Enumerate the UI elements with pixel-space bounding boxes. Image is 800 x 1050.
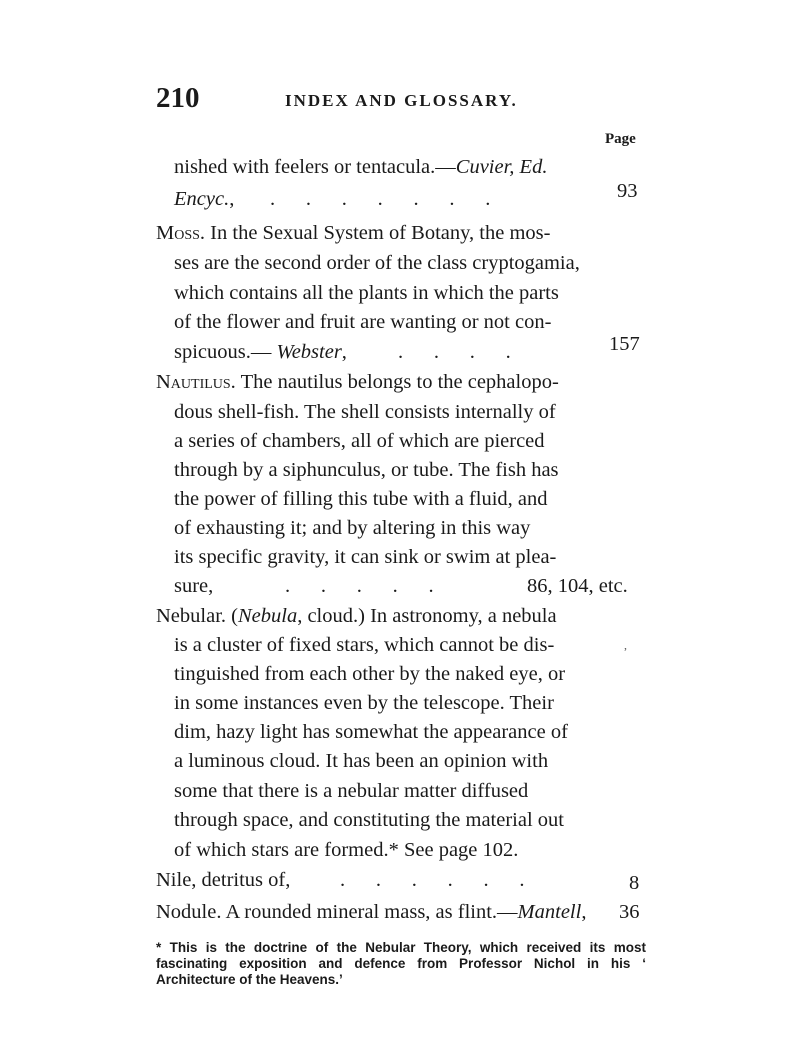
citation: Mantell [517,901,582,923]
entry-line [174,189,234,210]
leader-dots: . . . . . . [340,869,525,891]
leader-dots: . . . . [398,341,511,363]
stray-mark: , [624,638,627,652]
entry-line: ses are the second order of the class cryptogamia, [174,252,580,274]
entry-line [174,342,347,363]
citation: Nebula [237,605,298,627]
entry-line: through by a siphunculus, or tube. The fish has [174,459,559,481]
entry-text: In the Sexual System of Botany, the mos- [205,222,551,244]
entry-text: ( [226,605,238,627]
entry-line: of which stars are formed.* See page 102. [174,839,519,861]
leader-dots: . . . . . . . [270,188,491,210]
entry-line: a luminous cloud. It has been an opinion with [174,750,549,772]
running-head: INDEX AND GLOSSARY. [285,91,518,110]
page-column-label: Page [605,131,636,147]
entry-line [174,157,547,178]
entry-text: spicuous.— [174,341,277,363]
entry-text: , [341,341,347,363]
entry-line: which contains all the plants in which the parts [174,282,559,304]
page-ref: 36 [619,901,640,923]
entry-text: nished with feelers or tentacula.— [174,156,456,178]
entry-line [156,223,550,244]
page-ref: 157 [609,333,640,355]
entry-line: of exhausting it; and by altering in this way [174,517,531,539]
entry-line: its specific gravity, it can sink or swim at plea- [174,546,557,568]
page-ref: 93 [617,180,638,202]
page-number: 210 [156,82,200,114]
leader-dots: . . . . . [285,575,434,597]
entry-line: dim, hazy light has somewhat the appearance of [174,721,568,743]
entry-text: , [229,188,235,210]
entry-term: Moss. [156,222,206,244]
citation: Encyc. [174,188,230,210]
entry-term: Nebular. [156,605,227,627]
entry-text: , [581,901,587,923]
entry-line: some that there is a nebular matter diffused [174,780,529,802]
entry-line: dous shell-fish. The shell consists internally of [174,401,556,423]
entry-term: Nautilus. [156,371,236,393]
citation: Webster [276,341,342,363]
entry-text: Nodule. A rounded mineral mass, as flint.— [156,901,518,923]
citation: Cuvier, Ed. [455,156,548,178]
entry-text: The nautilus belongs to the cephalopo- [235,371,559,393]
entry-line: of the flower and fruit are wanting or not con- [174,311,552,333]
footnote: * This is the doctrine of the Nebular Theory, which received its most fascinating exposition and defence from Professor Nichol in his ‘ Architecture of the Heavens.’ [156,940,646,987]
entry-line: through space, and constituting the material out [174,809,564,831]
entry-text: , cloud.) In astronomy, a nebula [297,605,557,627]
entry-line [156,606,557,627]
entry-line: tinguished from each other by the naked eye, or [174,663,566,685]
entry-line [156,372,559,393]
entry-line: sure, [174,575,214,597]
entry-line: the power of filling this tube with a fluid, and [174,488,548,510]
page-ref: 8 [629,872,640,894]
entry-line: in some instances even by the telescope. Their [174,692,554,714]
entry-line: Nile, detritus of, [156,869,291,891]
entry-line: a series of chambers, all of which are pierced [174,430,545,452]
entry-line [156,902,586,923]
entry-line: is a cluster of fixed stars, which cannot be dis- [174,634,555,656]
page-ref: 86, 104, etc. [527,575,628,597]
